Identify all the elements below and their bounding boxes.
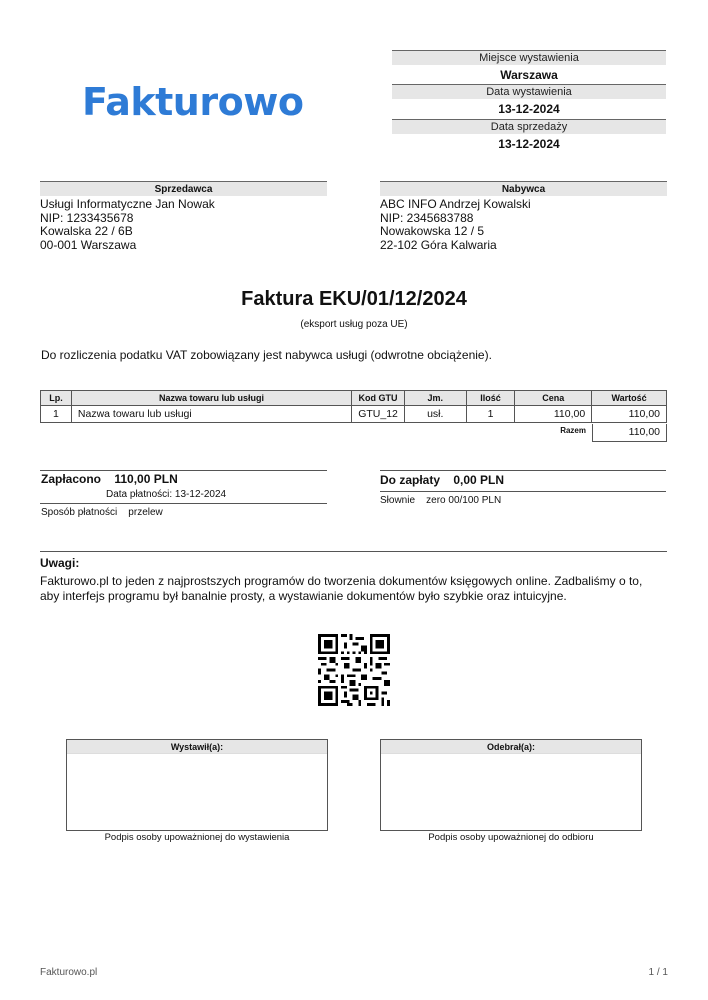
payment-method-value: przelew bbox=[128, 507, 163, 518]
due-block bbox=[380, 470, 666, 510]
buyer-nip: NIP: 2345683788 bbox=[380, 210, 474, 225]
words-label: Słownie bbox=[380, 495, 416, 506]
issue-place-label: Miejsce wystawienia bbox=[392, 50, 666, 65]
words-value: zero 00/100 PLN bbox=[426, 495, 502, 506]
buyer-name: ABC INFO Andrzej Kowalski bbox=[380, 197, 531, 211]
vat-notice: Do rozliczenia podatku VAT zobowiązany jest nabywca usługi (odwrotne obciążenie). bbox=[41, 348, 492, 362]
issuer-caption: Podpis osoby upoważnionej do wystawienia bbox=[104, 832, 290, 843]
issuer-signature-block bbox=[66, 739, 328, 843]
header-price: Cena bbox=[515, 391, 592, 406]
row-name: Nazwa towaru lub usługi bbox=[71, 406, 351, 423]
buyer-street: Nowakowska 12 / 5 bbox=[380, 224, 485, 239]
header-unit: Jm. bbox=[404, 391, 466, 406]
header-gtu: Kod GTU bbox=[352, 391, 405, 406]
sale-date-label: Data sprzedaży bbox=[392, 119, 666, 134]
qr-code-icon bbox=[318, 634, 390, 706]
receiver-signature-box bbox=[380, 739, 642, 831]
total-row bbox=[520, 424, 667, 442]
issue-place-block bbox=[392, 50, 666, 85]
invoice-title: Faktura EKU/01/12/2024 bbox=[241, 288, 467, 310]
due-label: Do zapłaty bbox=[380, 473, 441, 487]
paid-value: 110,00 PLN bbox=[114, 472, 178, 486]
logo-text: Fakturowo bbox=[82, 80, 304, 124]
seller-street: Kowalska 22 / 6B bbox=[40, 224, 133, 239]
row-lp: 1 bbox=[41, 406, 72, 423]
paid-label: Zapłacono bbox=[41, 472, 102, 486]
notes-title: Uwagi: bbox=[40, 556, 80, 570]
items-table-header bbox=[41, 391, 667, 406]
row-gtu: GTU_12 bbox=[352, 406, 405, 423]
issue-place-value: Warszawa bbox=[500, 68, 558, 82]
receiver-signature-block bbox=[380, 739, 642, 843]
sale-date-value: 13-12-2024 bbox=[498, 137, 560, 151]
issue-date-block bbox=[392, 84, 666, 119]
total-label: Razem bbox=[560, 426, 586, 435]
items-table bbox=[40, 390, 667, 423]
payment-method-label: Sposób płatności bbox=[41, 507, 118, 518]
paid-row bbox=[40, 471, 327, 488]
buyer-block bbox=[380, 181, 667, 253]
header-lp: Lp. bbox=[41, 391, 72, 406]
total-value: 110,00 bbox=[592, 424, 667, 442]
issuer-signature-box bbox=[66, 739, 328, 831]
notes-line-1: Fakturowo.pl to jeden z najprostszych programów do tworzenia dokumentów księgowych online. Zadbaliśmy o to, bbox=[40, 574, 643, 588]
footer-page-number: 1 / 1 bbox=[648, 967, 668, 978]
fakturowo-logo bbox=[82, 78, 312, 126]
seller-name: Usługi Informatyczne Jan Nowak bbox=[40, 197, 215, 211]
row-price: 110,00 bbox=[515, 406, 592, 423]
header-value: Wartość bbox=[592, 391, 667, 406]
buyer-city: 22-102 Góra Kalwaria bbox=[380, 238, 497, 253]
buyer-heading: Nabywca bbox=[380, 181, 667, 196]
receiver-heading: Odebrał(a): bbox=[381, 740, 641, 754]
notes-block bbox=[40, 551, 667, 604]
seller-block bbox=[40, 181, 327, 253]
sale-date-block bbox=[392, 119, 666, 154]
notes-line-2: aby interfejs programu był banalnie prosty, a wystawianie dokumentów było szybkie oraz intuicyjne. bbox=[40, 589, 567, 603]
payment-date: Data płatności: 13-12-2024 bbox=[106, 489, 227, 500]
footer-site: Fakturowo.pl bbox=[40, 967, 98, 978]
header-name: Nazwa towaru lub usługi bbox=[71, 391, 351, 406]
row-value: 110,00 bbox=[592, 406, 667, 423]
due-row bbox=[380, 471, 666, 492]
payment-method-row bbox=[40, 504, 327, 521]
table-row bbox=[41, 406, 667, 423]
seller-nip: NIP: 1233435678 bbox=[40, 210, 134, 225]
due-value: 0,00 PLN bbox=[453, 473, 505, 487]
seller-city: 00-001 Warszawa bbox=[40, 238, 137, 253]
amount-in-words-row bbox=[380, 492, 666, 510]
issue-date-label: Data wystawienia bbox=[392, 84, 666, 99]
header-qty: Ilość bbox=[466, 391, 515, 406]
issue-date-value: 13-12-2024 bbox=[498, 102, 560, 116]
invoice-subtitle: (eksport usług poza UE) bbox=[300, 319, 408, 330]
issuer-heading: Wystawił(a): bbox=[67, 740, 327, 754]
seller-heading: Sprzedawca bbox=[40, 181, 327, 196]
receiver-caption: Podpis osoby upoważnionej do odbioru bbox=[428, 832, 594, 843]
row-unit: usł. bbox=[404, 406, 466, 423]
row-qty: 1 bbox=[466, 406, 515, 423]
paid-block bbox=[40, 470, 327, 521]
